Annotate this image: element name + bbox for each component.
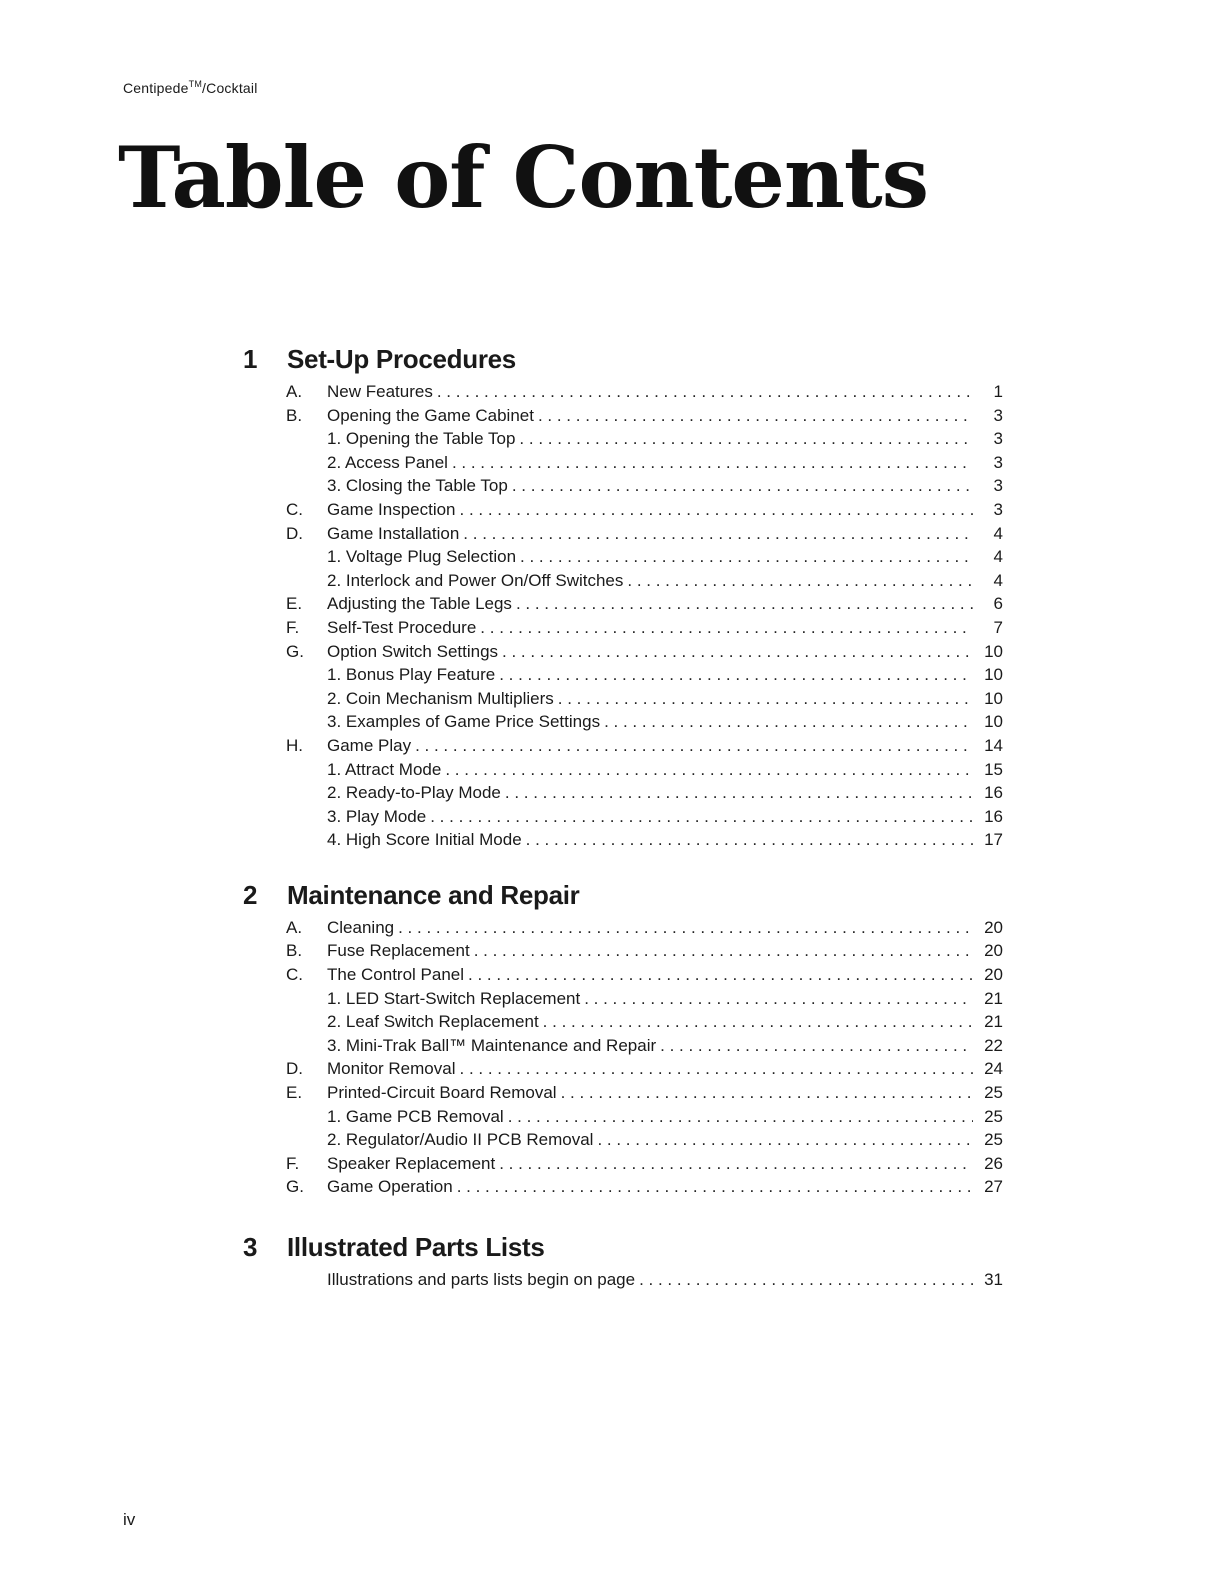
entry-label: 3. Closing the Table Top [327,476,508,496]
section-number: 1 [243,344,258,374]
dot-leader [639,1268,973,1292]
entry-label: Game Play [327,735,412,755]
toc-subentry[interactable] [243,545,1003,569]
table-of-contents [243,340,1003,1292]
toc-entry[interactable] [243,963,1003,987]
toc-entry[interactable] [243,498,1003,522]
dot-leader [558,687,973,711]
entry-letter: C. [286,965,303,985]
entry-letter: A. [286,382,303,401]
toc-entry[interactable] [243,1152,1003,1176]
toc-entry[interactable] [243,404,1003,428]
entry-label: The Control Panel [327,965,465,985]
toc-entry[interactable] [243,916,1003,940]
entry-page-number: 20 [984,917,1003,937]
entry-page-number: 31 [984,1270,1003,1289]
toc-subentry[interactable] [243,758,1003,782]
dot-leader [463,522,973,546]
dot-leader [415,734,973,758]
entry-letter: F. [286,617,300,637]
entry-letter: B. [286,405,303,425]
toc-entry[interactable] [243,380,1003,404]
dot-leader [502,640,973,664]
entry-letter: H. [286,735,303,755]
dot-leader [543,1010,973,1034]
entry-page-number: 20 [984,965,1003,985]
entry-label: New Features [327,382,433,401]
running-head [123,79,258,96]
entry-letter: B. [286,941,303,961]
entry-label: 1. Bonus Play Feature [327,665,496,685]
dot-leader [474,939,973,963]
toc-entry[interactable] [243,592,1003,616]
dot-leader [597,1128,973,1152]
entry-label: 1. Voltage Plug Selection [327,547,517,567]
toc-subentry[interactable] [243,805,1003,829]
entry-label: Adjusting the Table Legs [327,594,512,614]
entry-label: 4. High Score Initial Mode [327,830,522,850]
entry-label: Option Switch Settings [327,641,499,661]
section-title: Illustrated Parts Lists [287,1232,545,1262]
entry-page-number: 16 [984,783,1003,803]
entry-label: 1. Opening the Table Top [327,429,516,449]
dot-leader [604,710,973,734]
entry-page-number: 26 [984,1153,1003,1173]
toc-entry[interactable] [243,522,1003,546]
entry-label: 2. Regulator/Audio II PCB Removal [327,1130,594,1150]
dot-leader [538,404,973,428]
toc-subentry[interactable] [243,474,1003,498]
toc-section [243,876,1003,1199]
entry-page-number: 10 [984,688,1003,708]
toc-entry[interactable] [243,1268,1003,1292]
section-title: Set-Up Procedures [287,344,516,374]
entry-page-number: 3 [993,476,1003,496]
trademark-mark: TM [188,79,203,89]
entry-page-number: 3 [993,452,1003,472]
entry-label: Opening the Game Cabinet [327,405,534,425]
toc-entry[interactable] [243,734,1003,758]
entry-label: 3. Play Mode [327,806,427,826]
dot-leader [499,1152,973,1176]
section-number: 3 [243,1232,258,1262]
entry-label: 3. Examples of Game Price Settings [327,712,601,732]
page-title: Table of Contents [118,128,928,227]
section-heading [243,876,1003,914]
section-heading [243,340,1003,378]
entry-label: Self-Test Procedure [327,617,477,637]
entry-page-number: 24 [984,1059,1003,1079]
entry-page-number: 27 [984,1177,1003,1197]
entry-page-number: 22 [984,1035,1003,1055]
toc-subentry[interactable] [243,451,1003,475]
dot-leader [508,1105,973,1129]
entry-label: 2. Access Panel [327,452,448,472]
entry-page-number: 14 [984,735,1003,755]
entry-label: 3. Mini-Trak Ball™ Maintenance and Repair [327,1035,657,1055]
toc-entry[interactable] [243,1175,1003,1199]
dot-leader [460,1057,974,1081]
toc-subentry[interactable] [243,828,1003,852]
toc-entry[interactable] [243,616,1003,640]
dot-leader [452,451,973,475]
entry-label: Printed-Circuit Board Removal [327,1083,557,1103]
dot-leader [398,916,973,940]
toc-subentry[interactable] [243,1105,1003,1129]
entry-page-number: 25 [984,1083,1003,1103]
running-head-game: Centipede [123,80,189,96]
entry-page-number: 21 [984,988,1003,1008]
dot-leader [526,828,973,852]
toc-subentry[interactable] [243,663,1003,687]
dot-leader [584,987,973,1011]
entry-page-number: 21 [984,1012,1003,1032]
entry-page-number: 15 [984,759,1003,779]
entry-page-number: 3 [993,499,1003,519]
page-number: iv [123,1510,136,1529]
dot-leader [516,592,973,616]
entry-letter: D. [286,1059,303,1079]
dot-leader [480,616,973,640]
entry-letter: G. [286,641,304,661]
entry-label: 1. Game PCB Removal [327,1106,504,1126]
entry-page-number: 10 [984,712,1003,732]
entry-page-number: 6 [993,594,1003,614]
dot-leader [460,498,973,522]
dot-leader [520,545,973,569]
entry-page-number: 1 [993,382,1003,401]
dot-leader [437,380,973,404]
entry-label: Game Inspection [327,499,456,519]
section-heading [243,1228,1003,1266]
entry-page-number: 4 [993,547,1003,567]
entry-label: Cleaning [327,917,395,937]
entry-label: 1. Attract Mode [327,759,442,779]
running-head-rest: /Cocktail [202,80,258,96]
toc-subentry[interactable] [243,1010,1003,1034]
dot-leader [499,663,973,687]
toc-entry[interactable] [243,1057,1003,1081]
toc-section [243,1228,1003,1292]
section-number: 2 [243,879,258,910]
dot-leader [561,1081,973,1105]
entry-label: Fuse Replacement [327,941,470,961]
entry-letter: D. [286,523,303,543]
dot-leader [430,805,973,829]
dot-leader [457,1175,973,1199]
entry-label: Game Installation [327,523,460,543]
entry-label: Illustrations and parts lists begin on page [327,1270,636,1289]
entry-letter: F. [286,1153,300,1173]
toc-entry[interactable] [243,640,1003,664]
entry-page-number: 25 [984,1130,1003,1150]
entry-page-number: 16 [984,806,1003,826]
entry-page-number: 17 [984,830,1003,850]
toc-entry[interactable] [243,1081,1003,1105]
toc-subentry[interactable] [243,1128,1003,1152]
entry-letter: G. [286,1177,304,1197]
entry-letter: E. [286,594,303,614]
dot-leader [468,963,973,987]
entry-label: Monitor Removal [327,1059,456,1079]
entry-label: 2. Ready-to-Play Mode [327,783,501,803]
section-title: Maintenance and Repair [287,879,580,910]
toc-entry[interactable] [243,939,1003,963]
entry-label: Speaker Replacement [327,1153,496,1173]
dot-leader [512,474,973,498]
entry-page-number: 20 [984,941,1003,961]
entry-letter: E. [286,1083,303,1103]
dot-leader [627,569,973,593]
entry-page-number: 4 [993,523,1003,543]
entry-label: 2. Leaf Switch Replacement [327,1012,539,1032]
entry-page-number: 3 [993,429,1003,449]
entry-label: 1. LED Start-Switch Replacement [327,988,581,1008]
toc-subentry[interactable] [243,569,1003,593]
toc-subentry[interactable] [243,687,1003,711]
entry-page-number: 10 [984,665,1003,685]
entry-label: 2. Coin Mechanism Multipliers [327,688,554,708]
dot-leader [505,781,973,805]
entry-letter: C. [286,499,303,519]
toc-subentry[interactable] [243,987,1003,1011]
entry-page-number: 3 [993,405,1003,425]
dot-leader [519,427,973,451]
toc-subentry[interactable] [243,781,1003,805]
dot-leader [660,1034,973,1058]
toc-subentry[interactable] [243,427,1003,451]
toc-section [243,340,1003,852]
dot-leader [445,758,973,782]
entry-label: 2. Interlock and Power On/Off Switches [327,570,624,590]
toc-subentry[interactable] [243,710,1003,734]
entry-page-number: 10 [984,641,1003,661]
entry-page-number: 7 [993,617,1003,637]
entry-page-number: 4 [993,570,1003,590]
entry-label: Game Operation [327,1177,453,1197]
entry-page-number: 25 [984,1106,1003,1126]
entry-letter: A. [286,917,303,937]
toc-subentry[interactable] [243,1034,1003,1058]
